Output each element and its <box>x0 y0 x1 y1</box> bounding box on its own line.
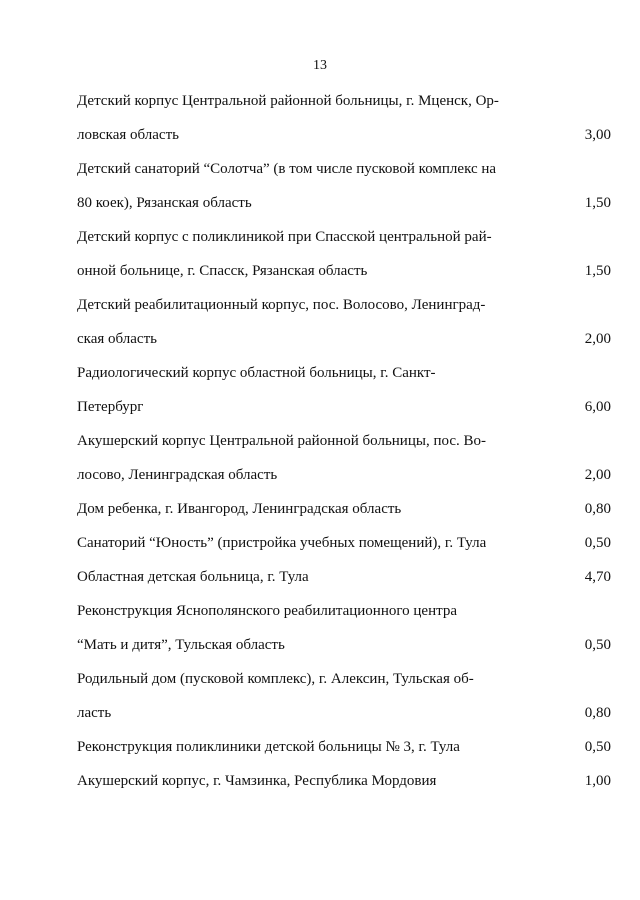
list-item <box>77 356 611 424</box>
entry-description-text: “Мать и дитя”, Тульская область <box>77 637 285 653</box>
list-item <box>77 220 611 288</box>
entry-description-line <box>77 526 611 560</box>
entry-description-text: Областная детская больница, г. Тула <box>77 569 309 585</box>
entry-description-line <box>77 220 611 254</box>
entry-amount: 1,50 <box>584 195 611 211</box>
list-item <box>77 526 611 560</box>
entry-amount: 1,50 <box>584 263 611 279</box>
entry-description-line <box>77 390 611 424</box>
list-item <box>77 424 611 492</box>
entry-description-text: Дом ребенка, г. Ивангород, Ленинградская область <box>77 501 402 517</box>
entry-description-text: Санаторий “Юность” (пристройка учебных помещений), г. Тула <box>77 535 487 551</box>
entry-description-line <box>77 356 611 390</box>
entry-description-line <box>77 594 611 628</box>
list-item <box>77 288 611 356</box>
entry-amount: 4,70 <box>584 569 611 585</box>
entry-description-line <box>77 628 611 662</box>
entry-description-line <box>77 118 611 152</box>
entry-description-line <box>77 254 611 288</box>
entry-description-text: Детский санаторий “Солотча” (в том числе пусковой комплекс на <box>77 161 497 177</box>
entry-amount: 6,00 <box>584 399 611 415</box>
entry-description-line <box>77 152 611 186</box>
entry-amount: 1,00 <box>584 773 611 789</box>
entry-description-text: Реконструкция Яснополянского реабилитационного центра <box>77 603 458 619</box>
entry-description-line <box>77 84 611 118</box>
entry-amount: 0,80 <box>584 705 611 721</box>
entry-description-text: ласть <box>77 705 112 721</box>
entry-description-text: лосово, Ленинградская область <box>77 467 278 483</box>
list-item <box>77 492 611 526</box>
entry-description-line <box>77 458 611 492</box>
entry-description-line <box>77 662 611 696</box>
entry-description-text: Акушерский корпус Центральной районной больницы, пос. Во- <box>77 433 486 449</box>
entry-list <box>77 84 611 798</box>
entry-amount: 3,00 <box>584 127 611 143</box>
entry-description-text: онной больнице, г. Спасск, Рязанская область <box>77 263 368 279</box>
entry-amount: 0,50 <box>584 739 611 755</box>
entry-description-line <box>77 560 611 594</box>
entry-amount: 0,80 <box>584 501 611 517</box>
entry-description-line <box>77 730 611 764</box>
entry-amount: 2,00 <box>584 467 611 483</box>
list-item <box>77 152 611 220</box>
page-number: 13 <box>313 58 327 73</box>
entry-description-text: Петербург <box>77 399 144 415</box>
list-item <box>77 84 611 152</box>
list-item <box>77 594 611 662</box>
entry-description-line <box>77 492 611 526</box>
entry-description-text: Детский реабилитационный корпус, пос. Волосово, Ленинград- <box>77 297 486 313</box>
entry-description-line <box>77 696 611 730</box>
entry-description-text: ловская область <box>77 127 179 143</box>
entry-amount: 0,50 <box>584 637 611 653</box>
entry-description-line <box>77 186 611 220</box>
entry-description-text: Реконструкция поликлиники детской больницы № 3, г. Тула <box>77 739 460 755</box>
entry-description-text: 80 коек), Рязанская область <box>77 195 252 211</box>
entry-description-text: Детский корпус Центральной районной больницы, г. Мценск, Ор- <box>77 93 499 109</box>
list-item <box>77 764 611 798</box>
entry-description-text: Родильный дом (пусковой комплекс), г. Алексин, Тульская об- <box>77 671 474 687</box>
entry-description-line <box>77 764 611 798</box>
entry-amount: 0,50 <box>584 535 611 551</box>
entry-description-text: ская область <box>77 331 157 347</box>
list-item <box>77 560 611 594</box>
entry-amount: 2,00 <box>584 331 611 347</box>
entry-description-text: Акушерский корпус, г. Чамзинка, Республика Мордовия <box>77 773 437 789</box>
entry-description-line <box>77 424 611 458</box>
entry-description-line <box>77 288 611 322</box>
list-item <box>77 730 611 764</box>
entry-description-text: Радиологический корпус областной больницы, г. Санкт- <box>77 365 436 381</box>
entry-description-line <box>77 322 611 356</box>
entry-description-text: Детский корпус с поликлиникой при Спасской центральной рай- <box>77 229 492 245</box>
list-item <box>77 662 611 730</box>
